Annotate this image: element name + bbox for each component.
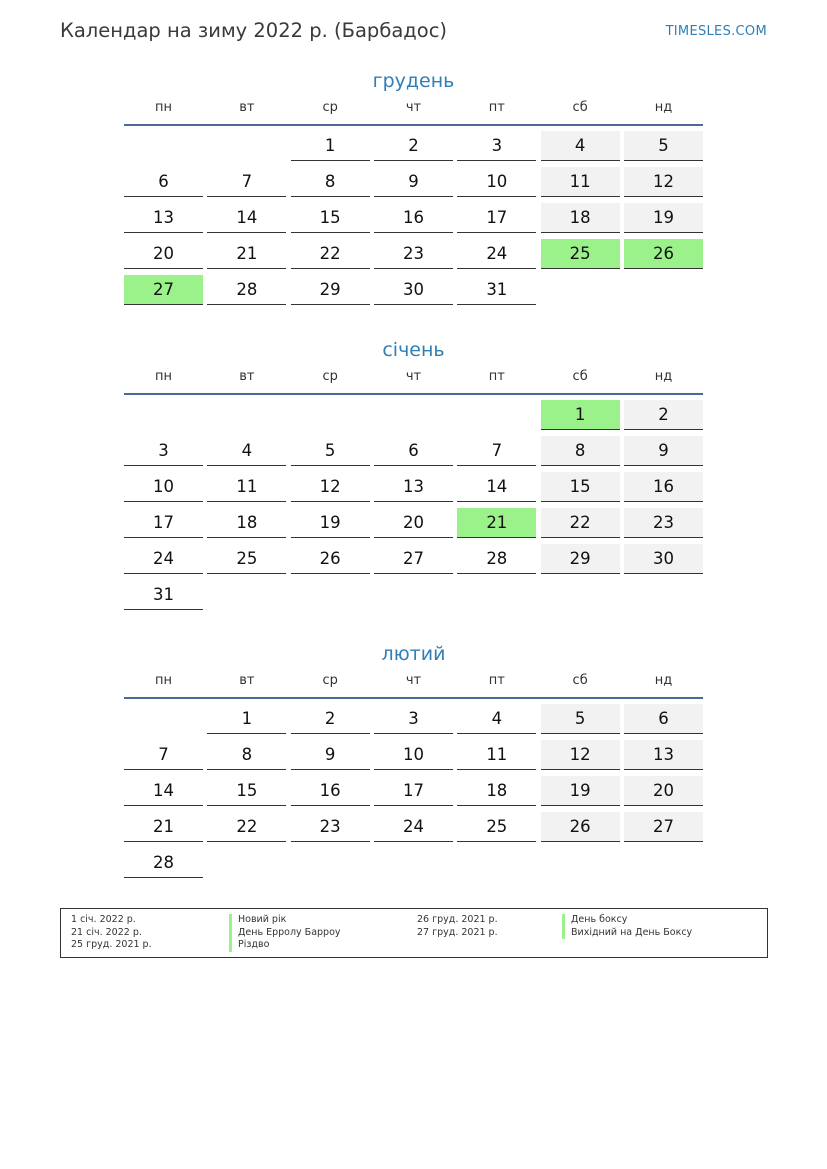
day-cell[interactable]: 3 [457, 131, 536, 161]
day-cell[interactable]: 9 [291, 740, 370, 770]
weeks-grid [124, 699, 703, 879]
week-row [124, 400, 703, 431]
empty-cell [207, 131, 286, 161]
weekend-day-cell[interactable]: 26 [541, 812, 620, 842]
weekend-day-cell[interactable]: 13 [624, 740, 703, 770]
day-cell[interactable]: 1 [291, 131, 370, 161]
page-title: Календар на зиму 2022 р. (Барбадос) [60, 19, 448, 42]
holiday-legend [60, 908, 768, 958]
month-calendar [124, 643, 703, 884]
site-link[interactable]: TIMESLES.COM [665, 24, 767, 39]
weekday-header [124, 100, 703, 126]
day-cell[interactable]: 17 [457, 203, 536, 233]
day-cell[interactable]: 31 [457, 275, 536, 305]
weeks-grid [124, 126, 703, 306]
day-cell[interactable]: 26 [291, 544, 370, 574]
day-cell[interactable]: 27 [374, 544, 453, 574]
weekday-label: чт [405, 673, 422, 688]
week-row [124, 275, 703, 306]
legend-holiday-name: Різдво [229, 939, 341, 952]
empty-cell [207, 400, 286, 430]
day-cell[interactable]: 6 [374, 436, 453, 466]
weekend-day-cell[interactable]: 23 [624, 508, 703, 538]
day-cell[interactable]: 7 [457, 436, 536, 466]
day-cell[interactable]: 22 [207, 812, 286, 842]
weekday-label: сб [572, 100, 588, 115]
empty-cell [374, 848, 453, 878]
weekday-label: ср [322, 673, 338, 688]
empty-cell [124, 704, 203, 734]
month-calendar [124, 70, 703, 311]
weekend-day-cell[interactable]: 5 [541, 704, 620, 734]
weekend-day-cell[interactable]: 29 [541, 544, 620, 574]
week-row [124, 704, 703, 735]
legend-holiday-name: День Ерролу Барроу [229, 927, 341, 940]
weekend-day-cell[interactable]: 27 [624, 812, 703, 842]
legend-holiday-name: Новий рік [229, 914, 341, 927]
day-cell[interactable]: 5 [291, 436, 370, 466]
day-cell[interactable]: 29 [291, 275, 370, 305]
weekend-day-cell[interactable]: 5 [624, 131, 703, 161]
weekend-day-cell[interactable]: 11 [541, 167, 620, 197]
day-cell[interactable]: 17 [124, 508, 203, 538]
day-cell[interactable]: 21 [124, 812, 203, 842]
week-row [124, 740, 703, 771]
day-cell[interactable]: 2 [374, 131, 453, 161]
empty-cell [624, 848, 703, 878]
weekend-day-cell[interactable]: 4 [541, 131, 620, 161]
week-row [124, 508, 703, 539]
weekend-day-cell[interactable]: 19 [624, 203, 703, 233]
day-cell[interactable]: 13 [374, 472, 453, 502]
empty-cell [291, 848, 370, 878]
weekday-label: вт [239, 673, 255, 688]
weekday-label: пн [155, 100, 172, 115]
day-cell[interactable]: 11 [457, 740, 536, 770]
week-row [124, 776, 703, 807]
day-cell[interactable]: 24 [457, 239, 536, 269]
holiday-day-cell[interactable]: 26 [624, 239, 703, 269]
day-cell[interactable]: 19 [291, 508, 370, 538]
week-row [124, 472, 703, 503]
day-cell[interactable]: 14 [457, 472, 536, 502]
weekday-header [124, 369, 703, 395]
week-row [124, 239, 703, 270]
legend-date: 21 січ. 2022 р. [71, 926, 142, 938]
day-cell[interactable]: 20 [374, 508, 453, 538]
month-name: січень [382, 339, 445, 361]
weekday-label: нд [654, 100, 673, 115]
day-cell[interactable]: 11 [207, 472, 286, 502]
day-cell[interactable]: 17 [374, 776, 453, 806]
weekday-label: чт [405, 100, 422, 115]
empty-cell [457, 848, 536, 878]
day-cell[interactable]: 18 [207, 508, 286, 538]
day-cell[interactable]: 7 [124, 740, 203, 770]
weekend-day-cell[interactable]: 8 [541, 436, 620, 466]
weekend-day-cell[interactable]: 15 [541, 472, 620, 502]
weekend-day-cell[interactable]: 16 [624, 472, 703, 502]
legend-holiday-name: День боксу [562, 914, 692, 927]
day-cell[interactable]: 14 [124, 776, 203, 806]
empty-cell [541, 275, 620, 305]
day-cell[interactable]: 14 [207, 203, 286, 233]
weekend-day-cell[interactable]: 30 [624, 544, 703, 574]
empty-cell [457, 400, 536, 430]
day-cell[interactable]: 23 [374, 239, 453, 269]
day-cell[interactable]: 24 [374, 812, 453, 842]
day-cell[interactable]: 4 [457, 704, 536, 734]
empty-cell [374, 580, 453, 610]
holiday-day-cell[interactable]: 27 [124, 275, 203, 305]
week-row [124, 544, 703, 575]
weekday-label: вт [239, 369, 255, 384]
day-cell[interactable]: 12 [291, 472, 370, 502]
day-cell[interactable]: 16 [291, 776, 370, 806]
weekday-label: ср [322, 100, 338, 115]
day-cell[interactable]: 13 [124, 203, 203, 233]
day-cell[interactable]: 3 [374, 704, 453, 734]
weekday-label: пн [155, 369, 172, 384]
holiday-day-cell[interactable]: 1 [541, 400, 620, 430]
day-cell[interactable]: 23 [291, 812, 370, 842]
day-cell[interactable]: 21 [207, 239, 286, 269]
day-cell[interactable]: 25 [207, 544, 286, 574]
month-name: лютий [381, 643, 446, 665]
day-cell[interactable]: 24 [124, 544, 203, 574]
weekday-label: ср [322, 369, 338, 384]
weekday-header [124, 673, 703, 699]
weekend-day-cell[interactable]: 18 [541, 203, 620, 233]
weekend-day-cell[interactable]: 2 [624, 400, 703, 430]
day-cell[interactable]: 8 [291, 167, 370, 197]
empty-cell [207, 580, 286, 610]
day-cell[interactable]: 16 [374, 203, 453, 233]
day-cell[interactable]: 20 [124, 239, 203, 269]
weekend-day-cell[interactable]: 6 [624, 704, 703, 734]
day-cell[interactable]: 31 [124, 580, 203, 610]
weekday-label: нд [654, 369, 673, 384]
day-cell[interactable]: 1 [207, 704, 286, 734]
empty-cell [541, 580, 620, 610]
week-row [124, 436, 703, 467]
day-cell[interactable]: 30 [374, 275, 453, 305]
weekday-label: вт [239, 100, 255, 115]
day-cell[interactable]: 15 [291, 203, 370, 233]
day-cell[interactable]: 2 [291, 704, 370, 734]
day-cell[interactable]: 4 [207, 436, 286, 466]
holiday-day-cell[interactable]: 25 [541, 239, 620, 269]
day-cell[interactable]: 15 [207, 776, 286, 806]
day-cell[interactable]: 25 [457, 812, 536, 842]
day-cell[interactable]: 10 [374, 740, 453, 770]
weekend-day-cell[interactable]: 19 [541, 776, 620, 806]
day-cell[interactable]: 28 [207, 275, 286, 305]
week-row [124, 167, 703, 198]
day-cell[interactable]: 8 [207, 740, 286, 770]
legend-date: 27 груд. 2021 р. [417, 926, 498, 938]
empty-cell [457, 580, 536, 610]
weekend-day-cell[interactable]: 20 [624, 776, 703, 806]
week-row [124, 580, 703, 611]
day-cell[interactable]: 10 [124, 472, 203, 502]
weekday-label: сб [572, 673, 588, 688]
weeks-grid [124, 395, 703, 611]
empty-cell [124, 400, 203, 430]
legend-date: 25 груд. 2021 р. [71, 939, 152, 950]
weekday-label: пт [488, 100, 505, 115]
month-calendar [124, 339, 703, 616]
week-row [124, 203, 703, 234]
day-cell[interactable]: 3 [124, 436, 203, 466]
week-row [124, 812, 703, 843]
weekend-day-cell[interactable]: 22 [541, 508, 620, 538]
weekday-label: нд [654, 673, 673, 688]
day-cell[interactable]: 9 [374, 167, 453, 197]
weekday-label: чт [405, 369, 422, 384]
day-cell[interactable]: 18 [457, 776, 536, 806]
week-row [124, 848, 703, 879]
day-cell[interactable]: 7 [207, 167, 286, 197]
weekday-label: сб [572, 369, 588, 384]
weekday-label: пн [155, 673, 172, 688]
weekend-day-cell[interactable]: 12 [541, 740, 620, 770]
empty-cell [374, 400, 453, 430]
weekend-day-cell[interactable]: 12 [624, 167, 703, 197]
legend-date: 1 січ. 2022 р. [71, 914, 136, 925]
day-cell[interactable]: 22 [291, 239, 370, 269]
empty-cell [291, 580, 370, 610]
day-cell[interactable]: 10 [457, 167, 536, 197]
weekend-day-cell[interactable]: 9 [624, 436, 703, 466]
day-cell[interactable]: 6 [124, 167, 203, 197]
empty-cell [624, 275, 703, 305]
weekday-label: пт [488, 369, 505, 384]
week-row [124, 131, 703, 162]
legend-holiday-name: Вихідний на День Боксу [562, 927, 692, 940]
empty-cell [541, 848, 620, 878]
day-cell[interactable]: 28 [457, 544, 536, 574]
day-cell[interactable]: 28 [124, 848, 203, 878]
month-name: грудень [372, 70, 455, 92]
weekday-label: пт [488, 673, 505, 688]
holiday-day-cell[interactable]: 21 [457, 508, 536, 538]
empty-cell [124, 131, 203, 161]
legend-date: 26 груд. 2021 р. [417, 914, 498, 925]
empty-cell [624, 580, 703, 610]
empty-cell [291, 400, 370, 430]
empty-cell [207, 848, 286, 878]
